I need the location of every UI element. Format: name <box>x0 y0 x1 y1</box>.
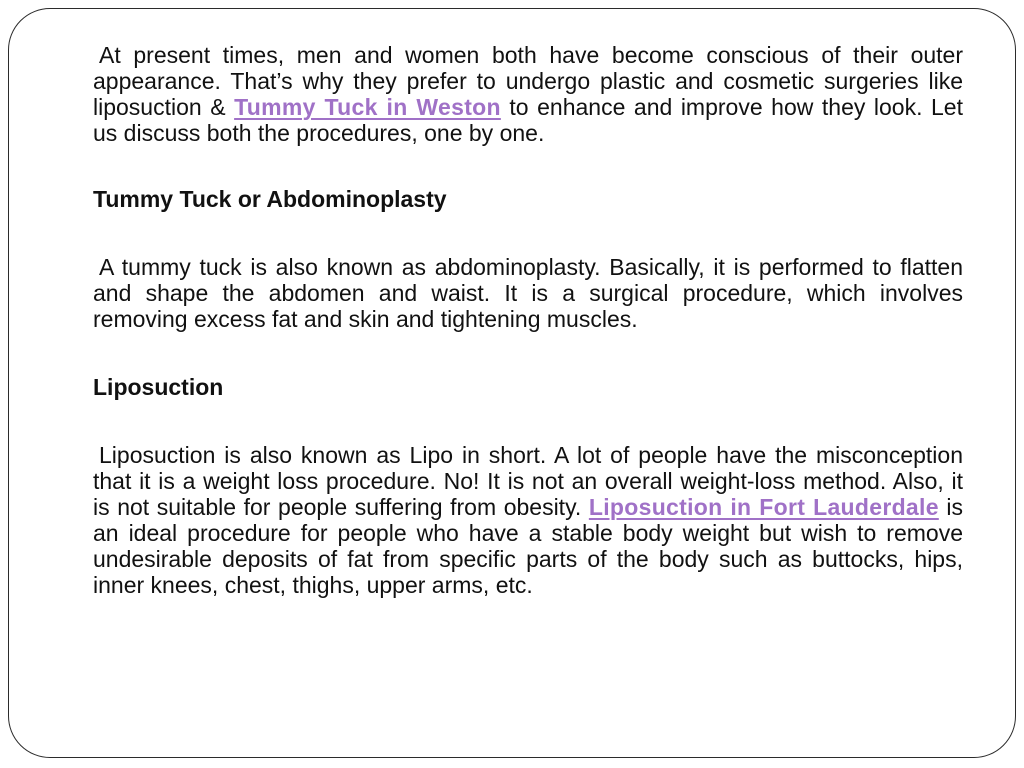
intro-text-after-link: to enhance and improve how they look. Let us discuss both the procedures, one by one. <box>93 94 963 146</box>
liposuction-text-before-link: Liposuction is also known as Lipo in short. A lot of people have the misconception that it is a weight loss procedure. No! It is not an overall weight-loss method. Also, it is not suitable for people suffering from obesity. <box>93 442 963 520</box>
intro-text-before-link: At present times, men and women both have become conscious of their outer appearance. That’s why they prefer to undergo plastic and cosmetic surgeries like liposuction & <box>93 42 963 120</box>
liposuction-text-after-link: is an ideal procedure for people who have a stable body weight but wish to remove undesirable deposits of fat from specific parts of the body such as buttocks, hips, inner knees, chest, thighs, upper arms, etc. <box>93 494 964 598</box>
liposuction-fort-lauderdale-link[interactable]: Liposuction in Fort Lauderdale <box>588 494 939 520</box>
tummy-tuck-heading: Tummy Tuck or Abdominoplasty <box>93 186 447 212</box>
intro-paragraph <box>93 42 963 146</box>
tummy-tuck-weston-link[interactable]: Tummy Tuck in Weston <box>234 94 501 120</box>
slide-content <box>93 42 963 598</box>
liposuction-heading: Liposuction <box>93 374 224 400</box>
liposuction-paragraph <box>93 442 963 598</box>
tummy-tuck-paragraph: A tummy tuck is also known as abdominoplasty. Basically, it is performed to flatten and shape the abdomen and waist. It is a surgical procedure, which involves removing excess fat and skin and tightening muscles. <box>93 254 963 332</box>
